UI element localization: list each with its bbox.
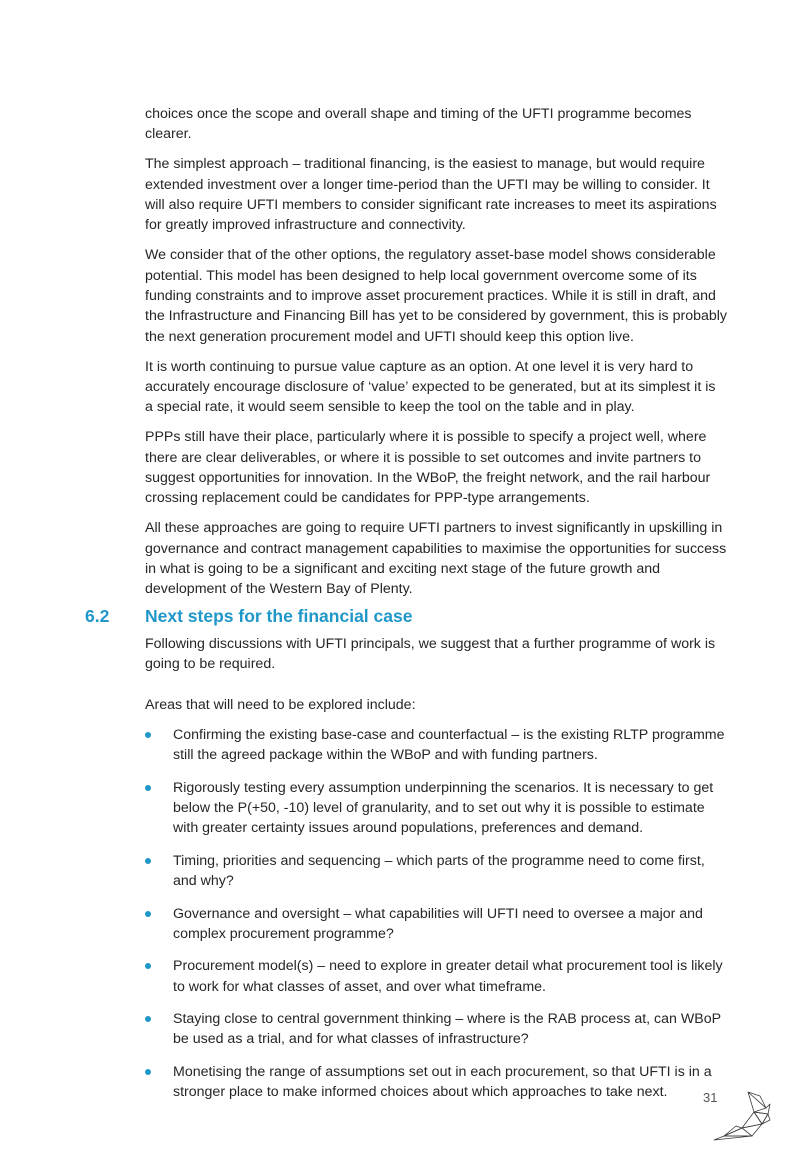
bullet-list: [145, 725, 727, 1103]
bullet-icon: [145, 858, 151, 864]
section-title: Next steps for the financial case: [145, 606, 413, 626]
bullet-icon: [145, 732, 151, 738]
section-intro: Following discussions with UFTI principals, we suggest that a further programme of work is going to be required.: [145, 636, 716, 673]
bullet-icon: [145, 911, 151, 917]
list-item-text: Governance and oversight – what capabilities will UFTI need to oversee a major and complex procurement programme?: [173, 905, 703, 942]
section-number: 6.2: [85, 606, 110, 626]
section-body: [145, 634, 727, 1115]
list-item: [145, 851, 727, 892]
list-item: [145, 904, 727, 945]
paragraph: All these approaches are going to require UFTI partners to invest significantly in upskilling in governance and contract management capabilities to maximise the opportunities for success in what is going to be a significant and exciting next stage of the future growth and development of the Western Bay of Plenty.: [145, 520, 727, 598]
paragraph: It is worth continuing to pursue value capture as an option. At one level it is very hard to accurately encourage disclosure of ‘value’ expected to be generated, but at its simplest it is a special rate, it would seem sensible to keep the tool on the table and in play.: [145, 358, 716, 416]
paragraph: The simplest approach – traditional financing, is the easiest to manage, but would require extended investment over a longer time-period than the UFTI may be willing to consider. It will also require UFTI members to consider significant rate increases to meet its aspirations for greatly improved infrastructure and connectivity.: [145, 156, 717, 234]
list-item: [145, 778, 727, 839]
list-item-text: Procurement model(s) – need to explore in greater detail what procurement tool is likely to work for what classes of asset, and over what timeframe.: [173, 958, 723, 995]
list-item-text: Confirming the existing base-case and counterfactual – is the existing RLTP programme still the agreed package within the WBoP and with funding partners.: [173, 726, 725, 764]
list-item: [145, 1009, 727, 1050]
body-text: [145, 104, 727, 609]
list-item-text: Monetising the range of assumptions set out in each procurement, so that UFTI is in a stronger place to make informed choices about which approaches to take next.: [173, 1063, 712, 1101]
areas-lead: Areas that will need to be explored include:: [145, 696, 416, 713]
geometric-bird-logo-icon: [708, 1090, 778, 1142]
list-item: [145, 1062, 727, 1103]
paragraph: PPPs still have their place, particularly where it is possible to specify a project well, where there are clear deliverables, or where it is possible to set outcomes and invite partners to suggest opportunities for innovation. In the WBoP, the freight network, and the rail harbour crossing replacement could be candidates for PPP-type arrangements.: [145, 429, 711, 507]
list-item-text: Timing, priorities and sequencing – which parts of the programme need to come first, and why?: [173, 852, 705, 890]
bullet-icon: [145, 1069, 151, 1075]
bullet-icon: [145, 1016, 151, 1022]
paragraph: choices once the scope and overall shape and timing of the UFTI programme becomes clearer.: [145, 106, 692, 143]
list-item-text: Rigorously testing every assumption underpinning the scenarios. It is necessary to get below the P(+50, -10) level of granularity, and to set out why it is possible to estimate with greater certainty issues around populations, preferences and demand.: [173, 779, 714, 837]
list-item: [145, 956, 727, 997]
bullet-icon: [145, 785, 151, 791]
paragraph: We consider that of the other options, the regulatory asset-base model shows considerable potential. This model has been designed to help local government overcome some of its funding constraints and to improve asset procurement practices. While it is still in draft, and the Infrastructure and Financing Bill has yet to be considered by government, this is probably the next generation procurement model and UFTI should keep this option live.: [145, 247, 728, 345]
list-item: [145, 725, 727, 766]
list-item-text: Staying close to central government thinking – where is the RAB process at, can WBoP be used as a trial, and for what classes of infrastructure?: [173, 1011, 721, 1048]
page-number: 31: [703, 1090, 718, 1105]
bullet-icon: [145, 963, 151, 969]
